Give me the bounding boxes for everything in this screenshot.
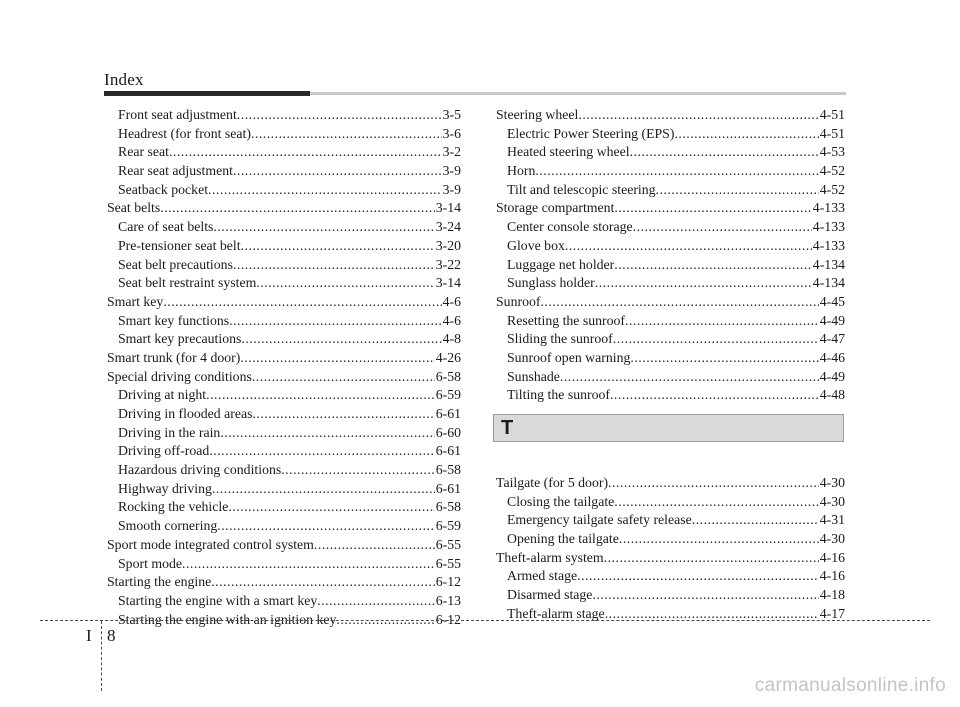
- index-subentry: [107, 256, 461, 275]
- dot-leader: [182, 555, 435, 574]
- index-column-right: [496, 106, 845, 624]
- entry-label: Hazardous driving conditions: [118, 462, 282, 478]
- entry-label: Center console storage: [507, 219, 633, 235]
- dot-leader: [163, 293, 441, 312]
- dot-leader: [228, 498, 434, 517]
- entry-page-ref: 6-61: [435, 480, 461, 496]
- index-subentry: [496, 143, 845, 162]
- entry-label: Sunroof: [496, 293, 541, 309]
- entry-page-ref: 6-58: [435, 462, 461, 478]
- entry-label: Starting the engine with a smart key: [118, 592, 318, 608]
- index-entry: [496, 199, 845, 218]
- entry-page-ref: 6-61: [435, 406, 461, 421]
- index-subentry: [107, 592, 461, 611]
- entry-label: Rear seat: [118, 144, 169, 160]
- entry-page-ref: 4-51: [819, 107, 845, 122]
- entry-page-ref: 6-58: [435, 499, 461, 515]
- entry-label: Care of seat belts: [118, 219, 214, 235]
- entry-page-ref: 6-12: [435, 574, 461, 590]
- footer-rule: [40, 620, 930, 621]
- index-entry: [496, 549, 845, 568]
- dot-leader: [619, 530, 819, 549]
- entry-page-ref: 4-53: [819, 144, 845, 160]
- index-subentry: [496, 237, 845, 256]
- index-subentry: [107, 424, 461, 443]
- entry-label: Armed stage: [507, 568, 578, 584]
- section-letter: T: [501, 417, 514, 439]
- index-subentry: [107, 143, 461, 162]
- entry-label: Starting the engine with an ignition key: [118, 611, 337, 627]
- entry-page-ref: 4-51: [819, 125, 845, 141]
- entry-label: Sunglass holder: [507, 275, 595, 291]
- index-subentry: [107, 480, 461, 499]
- dot-leader: [213, 218, 434, 237]
- dot-leader: [206, 386, 435, 405]
- entry-page-ref: 4-49: [819, 368, 845, 384]
- dot-leader: [241, 237, 435, 256]
- entry-label: Closing the tailgate: [507, 493, 615, 509]
- dot-leader: [578, 106, 818, 125]
- entry-page-ref: 4-133: [812, 237, 845, 253]
- entry-page-ref: 4-30: [819, 475, 845, 490]
- index-subentry: [496, 181, 845, 200]
- entry-label: Starting the engine: [107, 574, 212, 590]
- entry-page-ref: 4-16: [819, 549, 845, 565]
- dot-leader: [208, 181, 442, 200]
- dot-leader: [217, 517, 434, 536]
- entry-label: Smooth cornering: [118, 518, 218, 534]
- entry-page-ref: 6-58: [435, 368, 461, 384]
- entry-page-ref: 4-133: [812, 219, 845, 235]
- entry-page-ref: 4-18: [819, 587, 845, 603]
- entry-label: Rear seat adjustment: [118, 163, 233, 179]
- index-subentry: [496, 162, 845, 181]
- entry-label: Heated steering wheel: [507, 144, 630, 160]
- index-subentry: [107, 405, 461, 424]
- dot-leader: [211, 573, 434, 592]
- entry-label: Electric Power Steering (EPS): [507, 125, 675, 141]
- index-entry: [107, 293, 461, 312]
- entry-page-ref: 6-61: [435, 443, 461, 459]
- entry-page-ref: 3-24: [435, 219, 461, 235]
- index-subentry: [496, 256, 845, 275]
- index-entry: [496, 474, 845, 493]
- entry-page-ref: 6-59: [435, 387, 461, 403]
- entry-page-ref: 4-134: [812, 275, 845, 291]
- entry-label: Glove box: [507, 237, 565, 253]
- dot-leader: [560, 368, 819, 387]
- dot-leader: [233, 256, 435, 275]
- entry-page-ref: 4-133: [812, 200, 845, 216]
- entry-page-ref: 6-55: [435, 555, 461, 571]
- entry-page-ref: 3-22: [435, 256, 461, 272]
- dot-leader: [233, 162, 442, 181]
- entry-label: Driving at night: [118, 387, 207, 403]
- entry-label: Seat belts: [107, 200, 161, 216]
- index-subentry: [107, 106, 461, 125]
- footer-vertical-rule: [101, 621, 102, 691]
- dot-leader: [595, 274, 812, 293]
- page-number: 8: [107, 626, 116, 645]
- entry-page-ref: 4-49: [819, 312, 845, 328]
- dot-leader: [614, 493, 818, 512]
- dot-leader: [169, 143, 442, 162]
- entry-page-ref: 4-8: [442, 331, 461, 347]
- index-subentry: [496, 567, 845, 586]
- entry-page-ref: 3-14: [435, 275, 461, 291]
- index-entry: [107, 536, 461, 555]
- footer-section-letter: I: [86, 626, 92, 645]
- entry-label: Sunroof open warning: [507, 349, 631, 365]
- dot-leader: [229, 312, 441, 331]
- index-subentry: [107, 218, 461, 237]
- entry-label: Resetting the sunroof: [507, 312, 626, 328]
- dot-leader: [209, 442, 434, 461]
- index-subentry: [496, 386, 845, 405]
- entry-page-ref: 4-45: [819, 293, 845, 309]
- index-subentry: [496, 349, 845, 368]
- entry-label: Tailgate (for 5 door): [496, 475, 609, 490]
- entry-page-ref: 4-52: [819, 163, 845, 179]
- entry-label: Tilting the sunroof: [507, 387, 610, 403]
- dot-leader: [212, 480, 435, 499]
- entry-label: Headrest (for front seat): [118, 125, 251, 141]
- dot-leader: [604, 549, 819, 568]
- entry-page-ref: 3-2: [442, 144, 461, 160]
- entry-label: Special driving conditions: [107, 368, 252, 384]
- entry-page-ref: 4-30: [819, 493, 845, 509]
- entry-label: Steering wheel: [496, 107, 579, 122]
- index-entry: [107, 349, 461, 368]
- index-subentry: [107, 555, 461, 574]
- entry-page-ref: 6-59: [435, 518, 461, 534]
- header-rule: [104, 91, 846, 96]
- dot-leader: [281, 461, 434, 480]
- watermark: carmanualsonline.info: [754, 675, 946, 696]
- dot-leader: [256, 274, 434, 293]
- entry-label: Sliding the sunroof: [507, 331, 613, 347]
- index-list-s: [496, 106, 845, 405]
- index-subentry: [107, 461, 461, 480]
- index-subentry: [107, 442, 461, 461]
- index-list-t: [496, 474, 845, 624]
- dot-leader: [314, 536, 435, 555]
- entry-label: Smart key precautions: [118, 331, 242, 347]
- index-subentry: [496, 312, 845, 331]
- entry-label: Rocking the vehicle: [118, 499, 229, 515]
- dot-leader: [535, 162, 818, 181]
- entry-page-ref: 4-6: [442, 312, 461, 328]
- dot-leader: [692, 511, 819, 530]
- dot-leader: [630, 349, 818, 368]
- index-subentry: [107, 330, 461, 349]
- entry-label: Pre-tensioner seat belt: [118, 237, 241, 253]
- dot-leader: [220, 424, 434, 443]
- entry-page-ref: 6-13: [435, 592, 461, 608]
- entry-page-ref: 4-26: [435, 349, 461, 365]
- dot-leader: [252, 368, 435, 387]
- index-subentry: [107, 517, 461, 536]
- entry-label: Sport mode integrated control system: [107, 536, 314, 552]
- dot-leader: [237, 106, 442, 125]
- dot-leader: [610, 386, 819, 405]
- dot-leader: [240, 349, 434, 368]
- header-rule-light: [310, 92, 846, 95]
- index-subentry: [496, 493, 845, 512]
- dot-leader: [614, 256, 812, 275]
- entry-page-ref: 4-134: [812, 256, 845, 272]
- index-subentry: [496, 330, 845, 349]
- dot-leader: [625, 312, 819, 331]
- entry-page-ref: 4-52: [819, 181, 845, 197]
- entry-label: Emergency tailgate safety release: [507, 512, 692, 528]
- page-title: Index: [104, 70, 144, 89]
- index-subentry: [496, 530, 845, 549]
- entry-page-ref: 4-31: [819, 512, 845, 528]
- dot-leader: [540, 293, 818, 312]
- entry-page-ref: 3-5: [442, 107, 461, 122]
- entry-label: Driving off-road: [118, 443, 210, 459]
- entry-page-ref: 3-20: [435, 237, 461, 253]
- dot-leader: [592, 586, 818, 605]
- entry-label: Smart key functions: [118, 312, 230, 328]
- entry-page-ref: 4-47: [819, 331, 845, 347]
- dot-leader: [630, 143, 819, 162]
- entry-label: Smart trunk (for 4 door): [107, 349, 241, 365]
- entry-label: Theft-alarm system: [496, 549, 604, 565]
- index-subentry: [107, 312, 461, 331]
- entry-page-ref: 4-48: [819, 387, 845, 403]
- section-header-bar: [493, 414, 844, 442]
- entry-label: Front seat adjustment: [118, 107, 237, 122]
- index-entry: [496, 106, 845, 125]
- index-subentry: [496, 218, 845, 237]
- entry-page-ref: 4-17: [819, 605, 845, 621]
- dot-leader: [613, 330, 819, 349]
- dot-leader: [633, 218, 812, 237]
- entry-page-ref: 6-60: [435, 424, 461, 440]
- entry-label: Driving in the rain: [118, 424, 221, 440]
- entry-label: Seatback pocket: [118, 181, 209, 197]
- dot-leader: [614, 199, 811, 218]
- index-subentry: [107, 125, 461, 144]
- entry-label: Sport mode: [118, 555, 182, 571]
- entry-label: Luggage net holder: [507, 256, 615, 272]
- index-entry: [107, 199, 461, 218]
- index-subentry: [496, 274, 845, 293]
- entry-label: Seat belt restraint system: [118, 275, 257, 291]
- entry-page-ref: 3-14: [435, 200, 461, 216]
- index-entry: [107, 573, 461, 592]
- entry-page-ref: 4-30: [819, 531, 845, 547]
- index-entry: [107, 368, 461, 387]
- index-subentry: [496, 511, 845, 530]
- entry-page-ref: 4-16: [819, 568, 845, 584]
- index-column-left: [107, 106, 461, 629]
- dot-leader: [674, 125, 818, 144]
- index-subentry: [107, 181, 461, 200]
- entry-page-ref: 3-9: [442, 181, 461, 197]
- index-entry: [496, 293, 845, 312]
- entry-label: Opening the tailgate: [507, 531, 619, 547]
- dot-leader: [241, 330, 441, 349]
- entry-label: Disarmed stage: [507, 587, 593, 603]
- entry-label: Storage compartment: [496, 200, 615, 216]
- dot-leader: [565, 237, 812, 256]
- dot-leader: [656, 181, 819, 200]
- entry-page-ref: 4-46: [819, 349, 845, 365]
- entry-label: Smart key: [107, 293, 164, 309]
- dot-leader: [577, 567, 819, 586]
- index-subentry: [107, 274, 461, 293]
- dot-leader: [317, 592, 434, 611]
- index-subentry: [107, 498, 461, 517]
- index-subentry: [496, 125, 845, 144]
- dot-leader: [608, 474, 819, 493]
- index-subentry: [107, 162, 461, 181]
- entry-page-ref: 6-12: [435, 611, 461, 627]
- entry-page-ref: 3-6: [442, 125, 461, 141]
- entry-page-ref: 3-9: [442, 163, 461, 179]
- index-subentry: [496, 368, 845, 387]
- entry-page-ref: 6-55: [435, 536, 461, 552]
- dot-leader: [251, 125, 442, 144]
- dot-leader: [252, 405, 434, 424]
- entry-label: Driving in flooded areas: [118, 406, 253, 421]
- index-subentry: [107, 386, 461, 405]
- entry-page-ref: 4-6: [442, 293, 461, 309]
- entry-label: Tilt and telescopic steering: [507, 181, 656, 197]
- entry-label: Seat belt precautions: [118, 256, 233, 272]
- header-rule-dark: [104, 91, 310, 96]
- index-subentry: [107, 237, 461, 256]
- entry-label: Theft-alarm stage: [507, 605, 605, 621]
- entry-label: Horn: [507, 163, 536, 179]
- entry-label: Highway driving: [118, 480, 212, 496]
- dot-leader: [160, 199, 434, 218]
- entry-label: Sunshade: [507, 368, 560, 384]
- index-subentry: [496, 586, 845, 605]
